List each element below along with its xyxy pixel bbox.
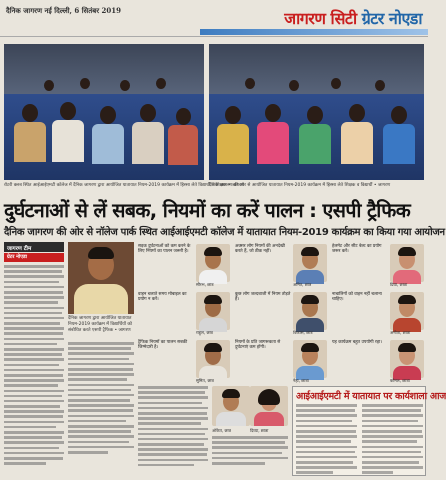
masthead-title-main: जागरण सिटी — [284, 9, 357, 28]
student-photo — [196, 340, 230, 378]
student-photo — [390, 244, 424, 282]
person — [140, 104, 156, 122]
person — [120, 80, 130, 91]
speaker-shirt — [74, 284, 128, 314]
person — [391, 106, 407, 124]
student-name: नेहा, छात्रा — [293, 378, 309, 383]
person — [307, 106, 323, 124]
opinion-text: अक्सर लोग नियमों की अनदेखी करते हैं, जो ठीक नहीं। — [235, 244, 285, 255]
student-photo — [390, 292, 424, 330]
masthead-rule — [200, 29, 428, 35]
photo-wall — [4, 44, 204, 94]
opinion-card — [138, 338, 232, 384]
person — [257, 122, 289, 164]
opinion-card — [332, 338, 426, 384]
person — [225, 106, 241, 124]
student-name: दिव्या, छात्रा — [250, 428, 269, 433]
person — [52, 120, 84, 162]
opinion-text: नाबालिगों को वाहन नहीं चलाना चाहिए। — [332, 292, 382, 303]
workshop-body — [296, 404, 424, 474]
opinion-grid — [138, 242, 426, 382]
speaker-photo — [68, 242, 134, 314]
sidebar-column — [4, 242, 64, 476]
lower-column — [138, 386, 208, 469]
speaker-hair — [88, 247, 114, 259]
workshop-box — [292, 386, 446, 476]
person — [92, 124, 124, 164]
masthead — [0, 0, 428, 40]
student-name: अंकित, छात्र — [212, 428, 231, 433]
photo-wall — [209, 44, 424, 94]
person — [22, 104, 38, 122]
person — [44, 80, 54, 91]
student-photo — [293, 292, 327, 330]
person — [375, 80, 385, 91]
student-name: अमित, छात्र — [293, 282, 312, 287]
opinion-text: यह कार्यक्रम बहुत उपयोगी रहा। — [332, 340, 382, 345]
opinion-card — [235, 290, 329, 336]
person — [265, 104, 281, 122]
student-name: कोमल, छात्रा — [390, 378, 410, 383]
student-name: विकास, छात्र — [293, 330, 313, 335]
lower-article-columns — [138, 386, 288, 472]
person — [331, 78, 341, 89]
masthead-title — [284, 7, 422, 29]
person — [156, 78, 166, 89]
student-name: सौरभ, छात्र — [196, 282, 214, 287]
photo-caption-left: रोटरी क्लब स्थित आईआईएमटी कॉलेज में दैनिक जागरण द्वारा आयोजित यातायात नियम-2019 कार्यक्रम में हिस्सा लेते विद्यार्थी व शिक्षक • जागरण — [4, 183, 245, 188]
opinion-card — [235, 242, 329, 288]
student-name: राहुल, छात्र — [196, 330, 213, 335]
person — [341, 122, 373, 164]
student-name: प्रिया, छात्रा — [390, 282, 408, 287]
student-name: सुमित, छात्र — [196, 378, 214, 383]
student-photo — [390, 340, 424, 378]
photo-caption-right: दैनिक जागरण की ओर से आयोजित यातायात नियम-2019 कार्यक्रम में हिस्सा लेते शिक्षक व विद्यार्थी • जागरण — [209, 183, 391, 188]
student-photo — [212, 386, 250, 426]
person — [289, 80, 299, 91]
student-photo — [196, 292, 230, 330]
student-photo — [196, 244, 230, 282]
opinion-card — [332, 242, 426, 288]
opinion-text: वाहन चलाते समय मोबाइल का प्रयोग न करें। — [138, 292, 187, 303]
person — [100, 106, 116, 124]
opinion-text: नियमों के प्रति जागरूकता से दुर्घटनाएं कम होंगी। — [235, 340, 281, 351]
event-photo-right — [209, 44, 424, 180]
article-headline: दुर्घटनाओं से लें सबक, नियमों का करें पालन : एसपी ट्रैफिक — [4, 199, 411, 222]
sidebar-body — [4, 265, 64, 465]
person — [168, 125, 198, 165]
opinion-card — [332, 290, 426, 336]
workshop-title: आईआईएमटी में यातायात पर कार्यशाला आज — [296, 391, 446, 402]
person — [132, 122, 164, 164]
person — [176, 108, 191, 125]
masthead-title-accent: ग्रेटर नोएडा — [361, 9, 422, 28]
speaker-caption: दैनिक जागरण द्वारा आयोजित यातायात नियम-2019 कार्यक्रम में विद्यार्थियों को संबोधित करते एसपी ट्रैफिक • जागरण — [68, 316, 132, 333]
sidebar-title: जागरण टीम — [4, 242, 64, 252]
opinion-card — [138, 290, 232, 336]
person — [349, 104, 365, 122]
divider — [0, 36, 428, 37]
person — [299, 124, 331, 164]
speaker-body — [68, 342, 134, 472]
article-subhead: दैनिक जागरण की ओर से नॉलेज पार्क स्थित आईआईएमटी कॉलेज में यातायात नियम-2019 कार्यक्रम का किया गया आयोजन — [4, 227, 445, 238]
person — [80, 78, 90, 89]
person — [245, 78, 255, 89]
student-photo — [293, 244, 327, 282]
opinion-text: हेलमेट और सीट बेल्ट का प्रयोग जरूर करें। — [332, 244, 382, 255]
person — [60, 102, 76, 120]
person — [383, 124, 415, 164]
lower-column — [212, 436, 288, 467]
student-photo — [293, 340, 327, 378]
person — [14, 122, 46, 162]
opinion-text: ट्रैफिक नियमों का पालन सबकी जिम्मेदारी है। — [138, 340, 188, 351]
event-photo-left — [4, 44, 204, 180]
student-name: अनीता, छात्रा — [390, 330, 411, 335]
opinion-text: सड़क दुर्घटनाओं को कम करने के लिए नियमों का पालन जरूरी है। — [138, 244, 191, 255]
opinion-card — [235, 338, 329, 384]
opinion-card — [138, 242, 232, 288]
sidebar-subtitle: ग्रेटर नोएडा — [4, 253, 64, 262]
student-photo — [250, 386, 288, 426]
person — [217, 124, 249, 164]
opinion-text: कुछ लोग जल्दबाजी में नियम तोड़ते हैं। — [235, 292, 291, 303]
masthead-date: दैनिक जागरण नई दिल्ली, 6 सितंबर 2019 — [6, 6, 122, 15]
